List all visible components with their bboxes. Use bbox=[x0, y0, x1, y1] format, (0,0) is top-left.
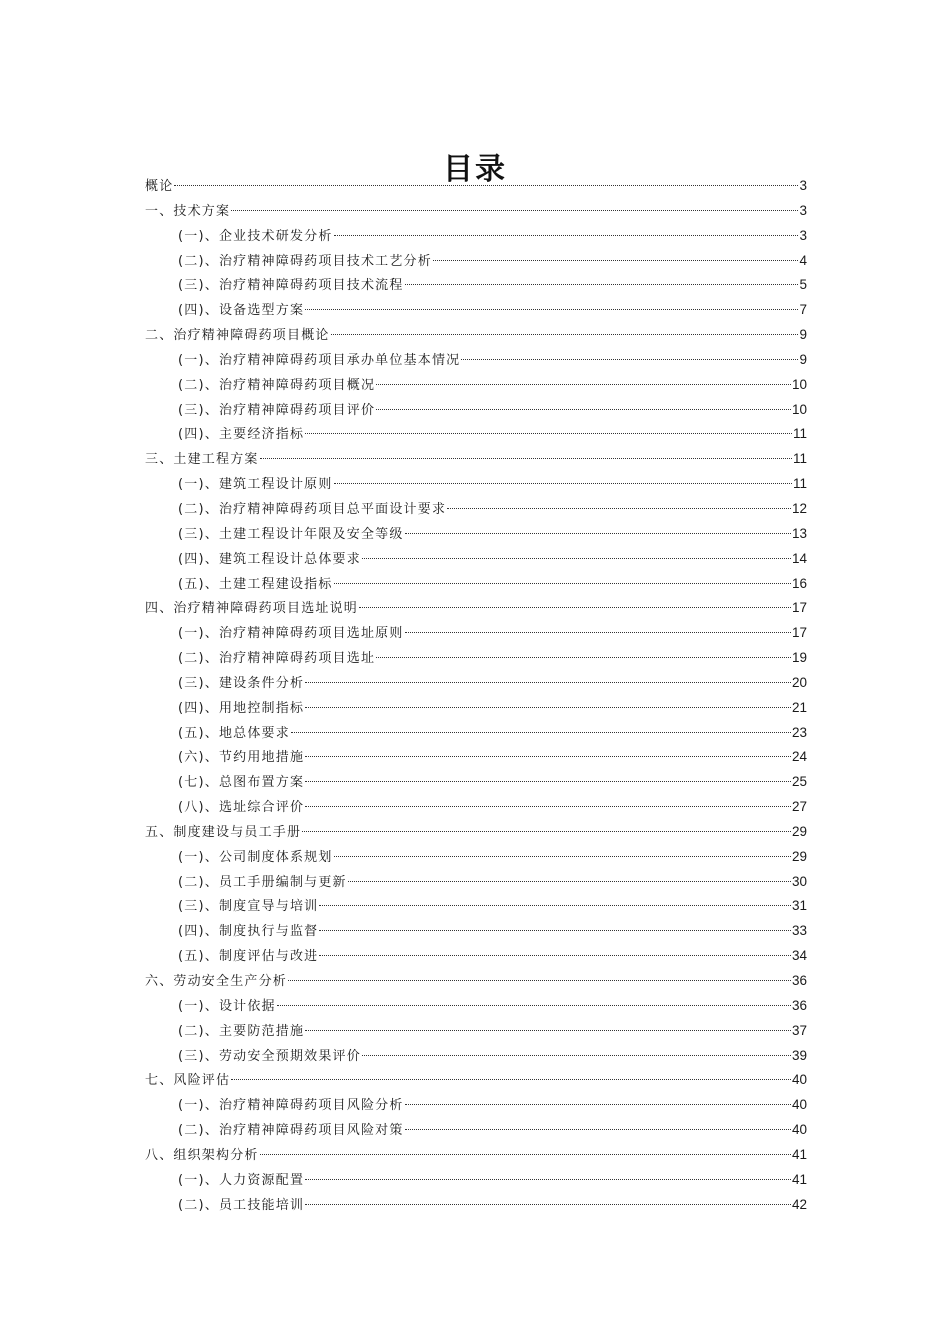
toc-entry-title: 四、治疗精神障碍药项目选址说明 bbox=[145, 601, 359, 617]
toc-page-number: 27 bbox=[791, 799, 807, 815]
toc-page-number: 4 bbox=[799, 252, 807, 268]
toc-dot-leader bbox=[359, 607, 791, 608]
toc-dot-leader bbox=[362, 1055, 791, 1056]
toc-page-number: 23 bbox=[791, 724, 807, 740]
toc-subsection-entry[interactable] bbox=[145, 1019, 807, 1044]
toc-page-number: 41 bbox=[791, 1171, 807, 1187]
toc-dot-leader bbox=[231, 1079, 791, 1080]
toc-dot-leader bbox=[376, 657, 791, 658]
toc-subsection-entry[interactable] bbox=[145, 224, 807, 249]
toc-dot-leader bbox=[305, 309, 798, 310]
toc-entry-title: (三)、劳动安全预期效果评价 bbox=[178, 1048, 361, 1064]
toc-subsection-entry[interactable] bbox=[145, 1168, 807, 1193]
toc-section-entry[interactable] bbox=[145, 969, 807, 994]
toc-subsection-entry[interactable] bbox=[145, 696, 807, 721]
table-of-contents bbox=[145, 174, 807, 1217]
toc-entry-title: 三、土建工程方案 bbox=[145, 452, 259, 468]
toc-dot-leader bbox=[319, 905, 791, 906]
toc-entry-title: (二)、治疗精神障碍药项目总平面设计要求 bbox=[178, 501, 447, 517]
toc-page-number: 14 bbox=[791, 550, 807, 566]
toc-subsection-entry[interactable] bbox=[145, 919, 807, 944]
toc-page-number: 12 bbox=[791, 500, 807, 516]
toc-dot-leader bbox=[319, 930, 791, 931]
toc-dot-leader bbox=[305, 806, 791, 807]
toc-dot-leader bbox=[334, 235, 799, 236]
toc-dot-leader bbox=[334, 583, 791, 584]
toc-subsection-entry[interactable] bbox=[145, 870, 807, 895]
toc-dot-leader bbox=[334, 856, 791, 857]
toc-entry-title: (三)、治疗精神障碍药项目评价 bbox=[178, 402, 376, 418]
toc-page-number: 19 bbox=[791, 650, 807, 666]
toc-subsection-entry[interactable] bbox=[145, 522, 807, 547]
toc-dot-leader bbox=[305, 707, 791, 708]
toc-dot-leader bbox=[291, 732, 791, 733]
toc-dot-leader bbox=[348, 881, 791, 882]
toc-entry-title: 五、制度建设与员工手册 bbox=[145, 824, 302, 840]
toc-dot-leader bbox=[405, 533, 791, 534]
toc-page-number: 42 bbox=[791, 1196, 807, 1212]
toc-entry-title: (二)、治疗精神障碍药项目风险对策 bbox=[178, 1123, 404, 1139]
toc-entry-title: (三)、建设条件分析 bbox=[178, 675, 305, 691]
toc-subsection-entry[interactable] bbox=[145, 845, 807, 870]
toc-subsection-entry[interactable] bbox=[145, 646, 807, 671]
toc-section-entry[interactable] bbox=[145, 820, 807, 845]
toc-page-number: 40 bbox=[791, 1097, 807, 1113]
toc-subsection-entry[interactable] bbox=[145, 1193, 807, 1218]
toc-dot-leader bbox=[260, 458, 792, 459]
toc-subsection-entry[interactable] bbox=[145, 472, 807, 497]
toc-dot-leader bbox=[405, 632, 791, 633]
toc-entry-title: (一)、治疗精神障碍药项目风险分析 bbox=[178, 1098, 404, 1114]
toc-page-number: 13 bbox=[791, 525, 807, 541]
toc-entry-title: 八、组织架构分析 bbox=[145, 1147, 259, 1163]
toc-page-number: 3 bbox=[799, 202, 807, 218]
toc-page-number: 20 bbox=[791, 674, 807, 690]
toc-page-number: 31 bbox=[791, 898, 807, 914]
toc-page-number: 41 bbox=[791, 1146, 807, 1162]
toc-entry-title: (一)、治疗精神障碍药项目承办单位基本情况 bbox=[178, 352, 461, 368]
toc-subsection-entry[interactable] bbox=[145, 944, 807, 969]
toc-page-number: 3 bbox=[799, 227, 807, 243]
toc-entry-title: 七、风险评估 bbox=[145, 1073, 231, 1089]
toc-entry-title: (三)、制度宣导与培训 bbox=[178, 899, 319, 915]
toc-entry-title: (五)、地总体要求 bbox=[178, 725, 290, 741]
toc-entry-title: (四)、建筑工程设计总体要求 bbox=[178, 551, 361, 567]
toc-section-entry[interactable] bbox=[145, 1068, 807, 1093]
toc-dot-leader bbox=[376, 384, 791, 385]
toc-entry-title: 二、治疗精神障碍药项目概论 bbox=[145, 328, 330, 344]
toc-page-number: 36 bbox=[791, 973, 807, 988]
toc-dot-leader bbox=[319, 955, 791, 956]
toc-subsection-entry[interactable] bbox=[145, 1044, 807, 1069]
toc-page-number: 11 bbox=[792, 451, 807, 467]
toc-dot-leader bbox=[305, 781, 791, 782]
toc-subsection-entry[interactable] bbox=[145, 398, 807, 423]
toc-entry-title: (一)、设计依据 bbox=[178, 998, 276, 1014]
toc-subsection-entry[interactable] bbox=[145, 497, 807, 522]
toc-dot-leader bbox=[302, 831, 791, 832]
toc-entry-title: (六)、节约用地措施 bbox=[178, 750, 305, 766]
toc-page-number: 24 bbox=[791, 749, 807, 765]
toc-dot-leader bbox=[277, 1005, 791, 1006]
toc-dot-leader bbox=[405, 1104, 791, 1105]
toc-dot-leader bbox=[305, 756, 791, 757]
toc-dot-leader bbox=[305, 1179, 791, 1180]
toc-entry-title: (一)、公司制度体系规划 bbox=[178, 849, 333, 865]
toc-subsection-entry[interactable] bbox=[145, 1093, 807, 1118]
toc-page-number: 37 bbox=[791, 1022, 807, 1038]
toc-page-number: 11 bbox=[792, 476, 807, 492]
toc-section-entry[interactable] bbox=[145, 323, 807, 348]
toc-page-number: 7 bbox=[799, 302, 807, 318]
toc-entry-title: 概论 bbox=[145, 179, 174, 194]
toc-entry-title: (一)、建筑工程设计原则 bbox=[178, 477, 333, 493]
toc-page-number: 17 bbox=[791, 625, 807, 641]
toc-dot-leader bbox=[447, 508, 791, 509]
toc-dot-leader bbox=[288, 980, 791, 981]
toc-entry-title: (七)、总图布置方案 bbox=[178, 775, 305, 791]
toc-entry-title: (四)、主要经济指标 bbox=[178, 427, 305, 443]
toc-entry-title: (八)、选址综合评价 bbox=[178, 800, 305, 816]
toc-dot-leader bbox=[405, 284, 799, 285]
toc-subsection-entry[interactable] bbox=[145, 721, 807, 746]
toc-subsection-entry[interactable] bbox=[145, 770, 807, 795]
toc-entry-title: 六、劳动安全生产分析 bbox=[145, 974, 288, 989]
toc-page-number: 36 bbox=[791, 997, 807, 1013]
toc-entry-title: (一)、人力资源配置 bbox=[178, 1172, 305, 1188]
toc-section-entry[interactable] bbox=[145, 447, 807, 472]
toc-section-entry[interactable] bbox=[145, 199, 807, 224]
toc-entry-title: (五)、土建工程建设指标 bbox=[178, 576, 333, 592]
toc-dot-leader bbox=[174, 185, 798, 186]
toc-page-number: 34 bbox=[791, 948, 807, 964]
toc-page-number: 40 bbox=[791, 1122, 807, 1138]
toc-subsection-entry[interactable] bbox=[145, 348, 807, 373]
toc-page-number: 16 bbox=[791, 575, 807, 591]
toc-dot-leader bbox=[433, 260, 799, 261]
toc-page-number: 3 bbox=[799, 178, 807, 193]
toc-subsection-entry[interactable] bbox=[145, 671, 807, 696]
toc-entry-title: 一、技术方案 bbox=[145, 203, 231, 219]
toc-dot-leader bbox=[305, 682, 791, 683]
toc-subsection-entry[interactable] bbox=[145, 273, 807, 298]
toc-subsection-entry[interactable] bbox=[145, 249, 807, 274]
toc-entry-title: (三)、治疗精神障碍药项目技术流程 bbox=[178, 278, 404, 294]
toc-entry-title: (二)、员工手册编制与更新 bbox=[178, 874, 347, 890]
toc-dot-leader bbox=[405, 1129, 791, 1130]
toc-page-number: 29 bbox=[791, 823, 807, 839]
toc-page-number: 33 bbox=[791, 923, 807, 939]
toc-entry-title: (二)、治疗精神障碍药项目选址 bbox=[178, 651, 376, 667]
toc-dot-leader bbox=[461, 359, 798, 360]
toc-page-number: 21 bbox=[791, 699, 807, 715]
toc-subsection-entry[interactable] bbox=[145, 1118, 807, 1143]
toc-entry-title: (二)、员工技能培训 bbox=[178, 1197, 305, 1213]
toc-dot-leader bbox=[260, 1154, 791, 1155]
toc-page-number: 9 bbox=[799, 327, 807, 343]
toc-page-number: 30 bbox=[791, 873, 807, 889]
toc-dot-leader bbox=[362, 558, 791, 559]
toc-entry-title: (二)、主要防范措施 bbox=[178, 1023, 305, 1039]
toc-entry-title: (二)、治疗精神障碍药项目技术工艺分析 bbox=[178, 253, 432, 269]
toc-page-number: 10 bbox=[791, 401, 807, 417]
toc-subsection-entry[interactable] bbox=[145, 894, 807, 919]
toc-page-number: 40 bbox=[791, 1072, 807, 1088]
toc-subsection-entry[interactable] bbox=[145, 994, 807, 1019]
toc-entry-title: (四)、用地控制指标 bbox=[178, 700, 305, 716]
toc-page-number: 9 bbox=[799, 351, 807, 367]
toc-subsection-entry[interactable] bbox=[145, 572, 807, 597]
toc-entry-title: (一)、治疗精神障碍药项目选址原则 bbox=[178, 626, 404, 642]
toc-entry-title: (二)、治疗精神障碍药项目概况 bbox=[178, 377, 376, 393]
toc-section-entry[interactable] bbox=[145, 596, 807, 621]
toc-dot-leader bbox=[334, 483, 792, 484]
toc-entry-title: (三)、土建工程设计年限及安全等级 bbox=[178, 526, 404, 542]
toc-dot-leader bbox=[305, 1030, 791, 1031]
toc-page-number: 29 bbox=[791, 848, 807, 864]
toc-subsection-entry[interactable] bbox=[145, 422, 807, 447]
page-title: 目录 bbox=[443, 152, 507, 188]
toc-entry-title: (五)、制度评估与改进 bbox=[178, 949, 319, 965]
toc-subsection-entry[interactable] bbox=[145, 298, 807, 323]
toc-dot-leader bbox=[305, 433, 792, 434]
toc-page-number: 11 bbox=[792, 426, 807, 442]
toc-dot-leader bbox=[376, 409, 791, 410]
toc-entry-title: (四)、制度执行与监督 bbox=[178, 924, 319, 940]
toc-subsection-entry[interactable] bbox=[145, 373, 807, 398]
toc-subsection-entry[interactable] bbox=[145, 547, 807, 572]
toc-page-number: 39 bbox=[791, 1047, 807, 1063]
toc-dot-leader bbox=[305, 1204, 791, 1205]
toc-entry-title: (四)、设备选型方案 bbox=[178, 303, 305, 319]
toc-subsection-entry[interactable] bbox=[145, 621, 807, 646]
toc-entry-title: (一)、企业技术研发分析 bbox=[178, 228, 333, 244]
toc-section-entry[interactable] bbox=[145, 174, 807, 199]
toc-page-number: 17 bbox=[791, 600, 807, 616]
toc-subsection-entry[interactable] bbox=[145, 745, 807, 770]
toc-page-number: 5 bbox=[799, 277, 807, 293]
toc-subsection-entry[interactable] bbox=[145, 795, 807, 820]
toc-dot-leader bbox=[331, 334, 799, 335]
toc-page-number: 25 bbox=[791, 774, 807, 790]
toc-page-number: 10 bbox=[791, 376, 807, 392]
toc-section-entry[interactable] bbox=[145, 1143, 807, 1168]
toc-dot-leader bbox=[231, 210, 798, 211]
